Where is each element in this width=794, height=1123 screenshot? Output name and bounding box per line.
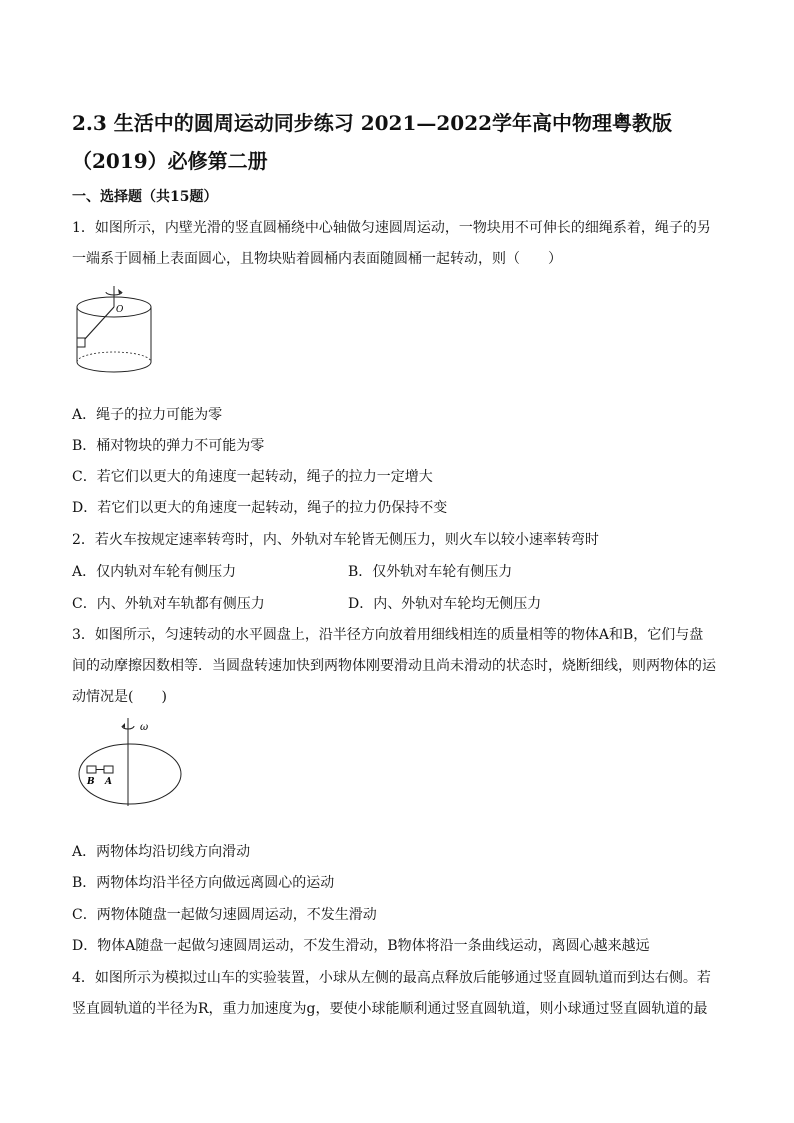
point-o-label: O: [116, 305, 124, 315]
title-line-1: 2.3 生活中的圆周运动同步练习 2021—2022学年高中物理粤教版: [72, 111, 673, 135]
q1-stem-line-1: 1．如图所示，内壁光滑的竖直圆桶绕中心轴做匀速圆周运动，一物块用不可伸长的细绳系着，绳子的另: [72, 220, 711, 236]
q2-option-d: D．内、外轨对车轮均无侧压力: [348, 596, 542, 612]
omega-label: ω: [140, 722, 149, 733]
q3-option-a: A．两物体均沿切线方向滑动: [72, 844, 251, 860]
q1-option-b: B．桶对物块的弹力不可能为零: [72, 438, 265, 454]
q2-stem: 2．若火车按规定速率转弯时，内、外轨对车轮皆无侧压力，则火车以较小速率转弯时: [72, 532, 599, 548]
q1-option-a: A．绳子的拉力可能为零: [72, 407, 223, 423]
q1-option-d: D．若它们以更大的角速度一起转动，绳子的拉力仍保持不变: [72, 500, 448, 516]
q2-option-a: A．仅内轨对车轮有侧压力: [72, 564, 237, 580]
label-a: A: [105, 777, 112, 787]
q4-stem-line-1: 4．如图所示为模拟过山车的实验装置，小球从左侧的最高点释放后能够通过竖直圆轨道而到达右侧。若: [72, 970, 711, 986]
q3-stem-line-1: 3．如图所示，匀速转动的水平圆盘上，沿半径方向放着用细线相连的质量相等的物体A和B，它们与盘: [72, 627, 704, 643]
disk-figure: [72, 716, 188, 808]
q1-stem-line-2: 一端系于圆桶上表面圆心，且物块贴着圆桶内表面随圆桶一起转动，则（ ）: [72, 251, 562, 267]
q3-option-d: D．物体A随盘一起做匀速圆周运动，不发生滑动，B物体将沿一条曲线运动，离圆心越来越远: [72, 938, 650, 954]
q2-option-c: C．内、外轨对车轨都有侧压力: [72, 596, 265, 612]
q3-stem-line-2: 间的动摩擦因数相等．当圆盘转速加快到两物体刚要滑动且尚未滑动的状态时，烧断细线，则两物体的运: [72, 658, 716, 674]
q3-option-c: C．两物体随盘一起做匀速圆周运动，不发生滑动: [72, 907, 377, 923]
title-line-2: （2019）必修第二册: [72, 149, 268, 173]
q2-option-b: B．仅外轨对车轮有侧压力: [348, 564, 513, 580]
q3-option-b: B．两物体均沿半径方向做远离圆心的运动: [72, 875, 335, 891]
section-heading: 一、选择题（共15题）: [72, 189, 218, 205]
cylinder-figure: [70, 282, 160, 378]
q4-stem-line-2: 竖直圆轨道的半径为R，重力加速度为g，要使小球能顺利通过竖直圆轨道，则小球通过竖直圆轨道的最: [72, 1001, 708, 1017]
q1-option-c: C．若它们以更大的角速度一起转动，绳子的拉力一定增大: [72, 469, 433, 485]
label-b: B: [87, 777, 95, 787]
q3-stem-line-3: 动情况是( ): [72, 689, 167, 705]
document-title: [72, 104, 732, 180]
